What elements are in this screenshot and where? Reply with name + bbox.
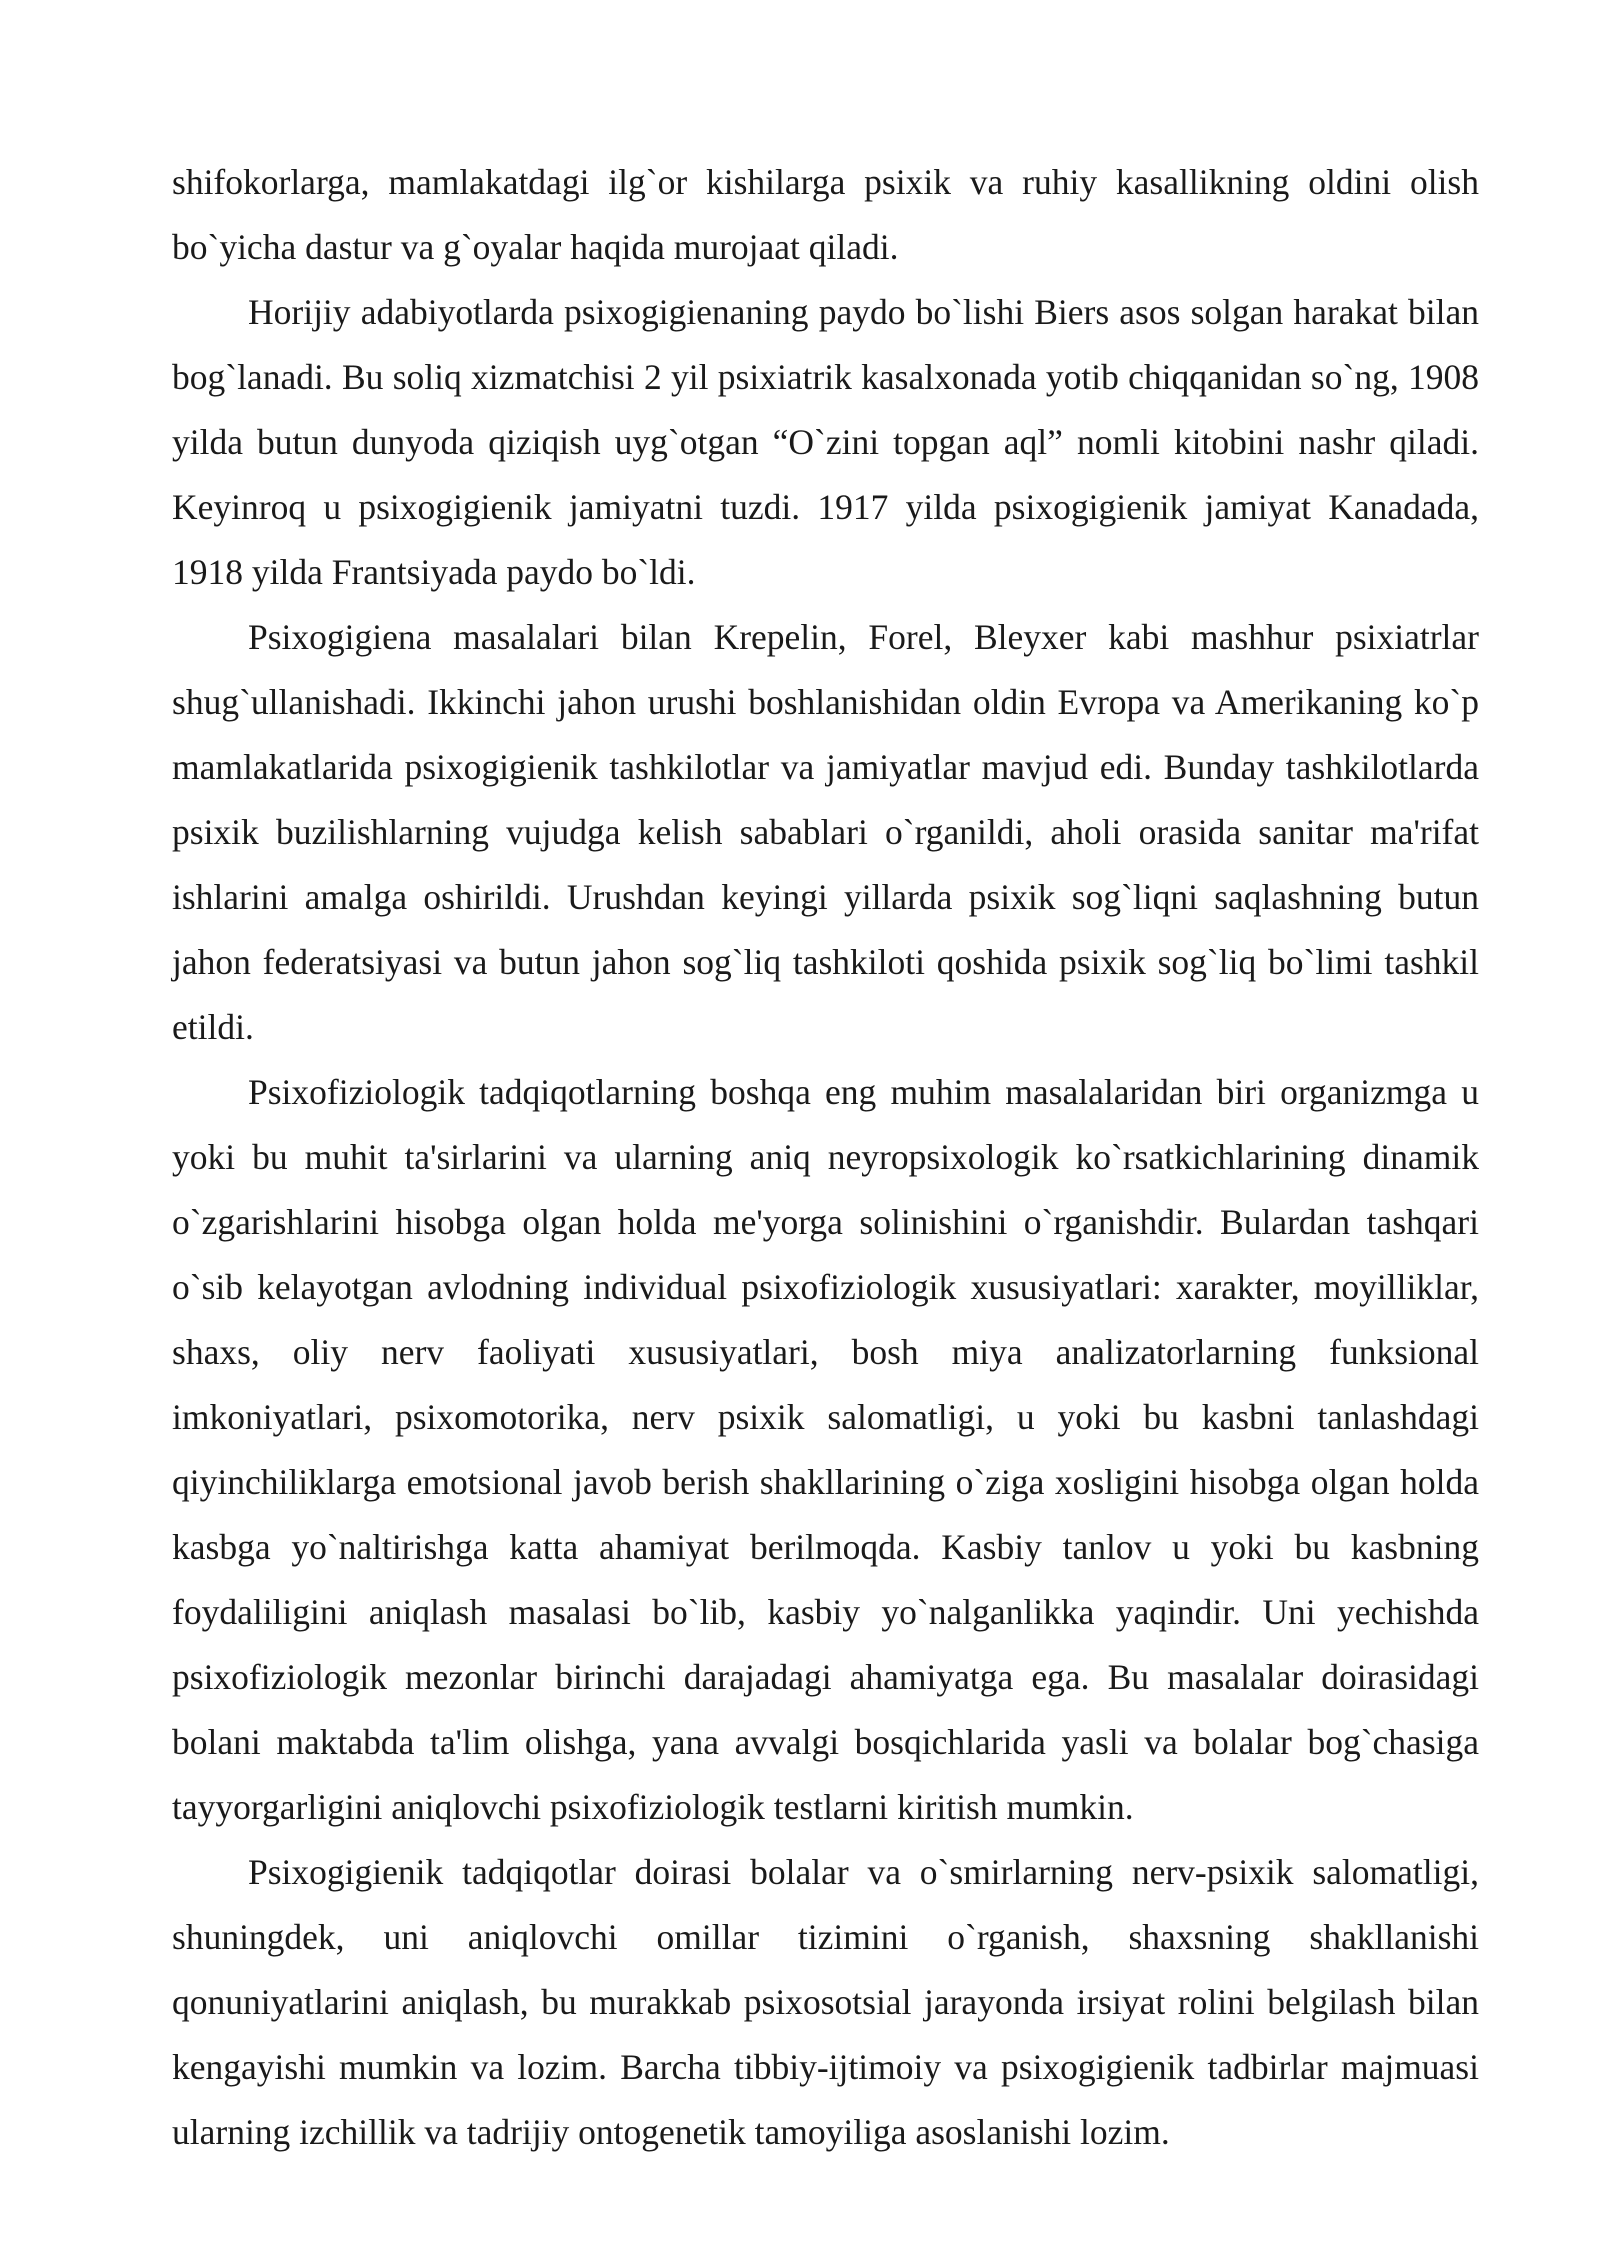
paragraph-5: Psixogigienik tadqiqotlar doirasi bolalar va o`smirlarning nerv-psixik salomatligi, shuningdek, uni aniqlovchi omillar tizimini o`rganish, shaxsning shakllanishi qonuniyatlarini aniqlash, bu murakkab psixosotsial jarayonda irsiyat rolini belgilash bilan kengayishi mumkin va lozim. Barcha tibbiy-ijtimoiy va psixogigienik tadbirlar majmuasi ularning izchillik va tadrijiy ontogenetik tamoyiliga asoslanishi lozim. [172,1852,1479,2152]
paragraph-2: Horijiy adabiyotlarda psixogigienaning paydo bo`lishi Biers asos solgan harakat bilan bog`lanadi. Bu soliq xizmatchisi 2 yil psixiatrik kasalxonada yotib chiqqanidan so`ng, 1908 yilda butun dunyoda qiziqish uyg`otgan “O`zini topgan aql” nomli kitobini nashr qiladi. Keyinroq u psixogigienik jamiyatni tuzdi. 1917 yilda psixogigienik jamiyat Kanadada, 1918 yilda Frantsiyada paydo bo`ldi. [172,292,1479,592]
document-body [172,150,1479,2165]
paragraph-1: shifokorlarga, mamlakatdagi ilg`or kishilarga psixik va ruhiy kasallikning oldini olish bo`yicha dastur va g`oyalar haqida murojaat qiladi. [172,162,1479,267]
paragraph-4: Psixofiziologik tadqiqotlarning boshqa eng muhim masalalaridan biri organizmga u yoki bu muhit ta'sirlarini va ularning aniq neyropsixologik ko`rsatkichlarining dinamik o`zgarishlarini hisobga olgan holda me'yorga solinishini o`rganishdir. Bulardan tashqari o`sib kelayotgan avlodning individual psixofiziologik xususiyatlari: xarakter, moyilliklar, shaxs, oliy nerv faoliyati xususiyatlari, bosh miya analizatorlarning funksional imkoniyatlari, psixomotorika, nerv psixik salomatligi, u yoki bu kasbni tanlashdagi qiyinchiliklarga emotsional javob berish shakllarining o`ziga xosligini hisobga olgan holda kasbga yo`naltirishga katta ahamiyat berilmoqda. Kasbiy tanlov u yoki bu kasbning foydaliligini aniqlash masalasi bo`lib, kasbiy yo`nalganlikka yaqindir. Uni yechishda psixofiziologik mezonlar birinchi darajadagi ahamiyatga ega. Bu masalalar doirasidagi bolani maktabda ta'lim olishga, yana avvalgi bosqichlarida yasli va bolalar bog`chasiga tayyorgarligini aniqlovchi psixofiziologik testlarni kiritish mumkin. [172,1072,1479,1827]
paragraph-3: Psixogigiena masalalari bilan Krepelin, Forel, Bleyxer kabi mashhur psixiatrlar shug`ullanishadi. Ikkinchi jahon urushi boshlanishidan oldin Evropa va Amerikaning ko`p mamlakatlarida psixogigienik tashkilotlar va jamiyatlar mavjud edi. Bunday tashkilotlarda psixik buzilishlarning vujudga kelish sabablari o`rganildi, aholi orasida sanitar ma'rifat ishlarini amalga oshirildi. Urushdan keyingi yillarda psixik sog`liqni saqlashning butun jahon federatsiyasi va butun jahon sog`liq tashkiloti qoshida psixik sog`liq bo`limi tashkil etildi. [172,617,1479,1047]
